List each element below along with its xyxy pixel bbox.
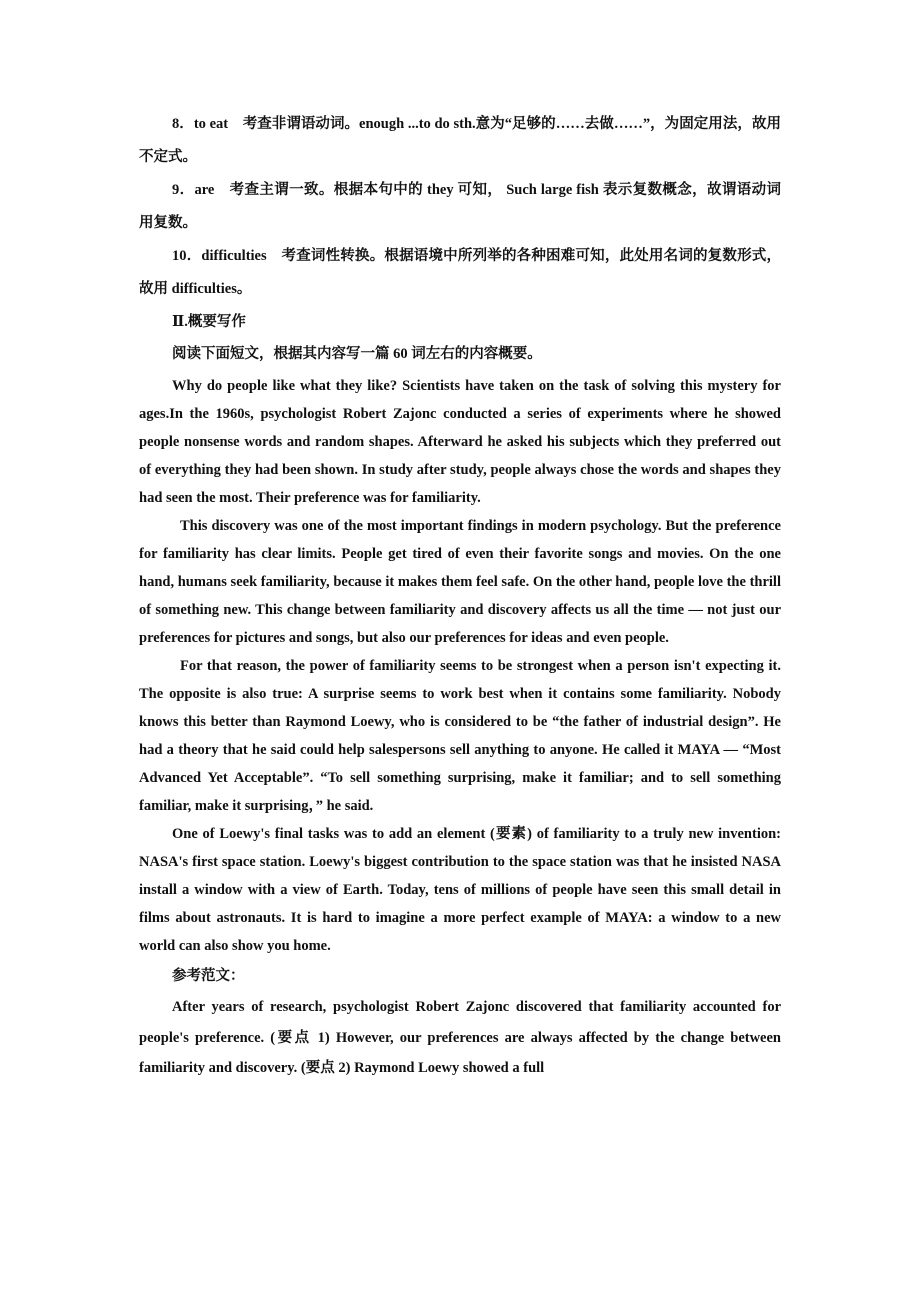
section-instruction: 阅读下面短文，根据其内容写一篇 60 词左右的内容概要。	[172, 346, 542, 362]
document-page	[139, 108, 781, 1084]
answer-8: 8．to eat 考查非谓语动词。enough ...to do sth.意为“足够的……去做……”，为固定用法，故用不定式。	[139, 116, 781, 165]
section-heading: Ⅱ.概要写作	[172, 314, 246, 330]
sample-text: After years of research, psychologist Robert Zajonc discovered that familiarity accounted for people's preference. (要点 1) However, our preferences are always affected by the change between familiarity and discovery. (要点 2) Raymond Loewy showed a full	[139, 999, 781, 1076]
passage-paragraph-2: This discovery was one of the most important findings in modern psychology. But the preference for familiarity has clear limits. People get tired of even their favorite songs and movies. On the one hand, humans seek familiarity, because it makes them feel safe. On the other hand, people love the thrill of something new. This change between familiarity and discovery affects us all the time — not just our preferences for pictures and songs, but also our preferences for ideas and even people.	[139, 518, 781, 646]
passage-paragraph-4: One of Loewy's final tasks was to add an element (要素) of familiarity to a truly new invention: NASA's first space station. Loewy's biggest contribution to the space station was that he insisted NASA install a window with a view of Earth. Today, tens of millions of people have seen this small detail in films about astronauts. It is hard to imagine a more perfect example of MAYA: a window to a new world can also show you home.	[139, 826, 781, 954]
passage-paragraph-3: For that reason, the power of familiarity seems to be strongest when a person isn't expecting it. The opposite is also true: A surprise seems to work best when it contains some familiarity. Nobody knows this better than Raymond Loewy, who is considered to be “the father of industrial design”. He had a theory that he said could help salespersons sell anything to anyone. He called it MAYA — “Most Advanced Yet Acceptable”. “To sell something surprising, make it familiar; and to sell something familiar, make it surprising，” he said.	[139, 658, 781, 814]
answer-9: 9．are 考查主谓一致。根据本句中的 they 可知， Such large fish 表示复数概念，故谓语动词用复数。	[139, 182, 781, 231]
answer-10: 10．difficulties 考查词性转换。根据语境中所列举的各种困难可知，此处用名词的复数形式，故用 difficulties。	[139, 248, 781, 297]
sample-heading: 参考范文：	[172, 968, 245, 984]
passage-paragraph-1: Why do people like what they like? Scientists have taken on the task of solving this mystery for ages.In the 1960s, psychologist Robert Zajonc conducted a series of experiments where he showed people nonsense words and random shapes. Afterward he asked his subjects which they preferred out of everything they had been shown. In study after study, people always chose the words and shapes they had seen the most. Their preference was for familiarity.	[139, 378, 781, 506]
